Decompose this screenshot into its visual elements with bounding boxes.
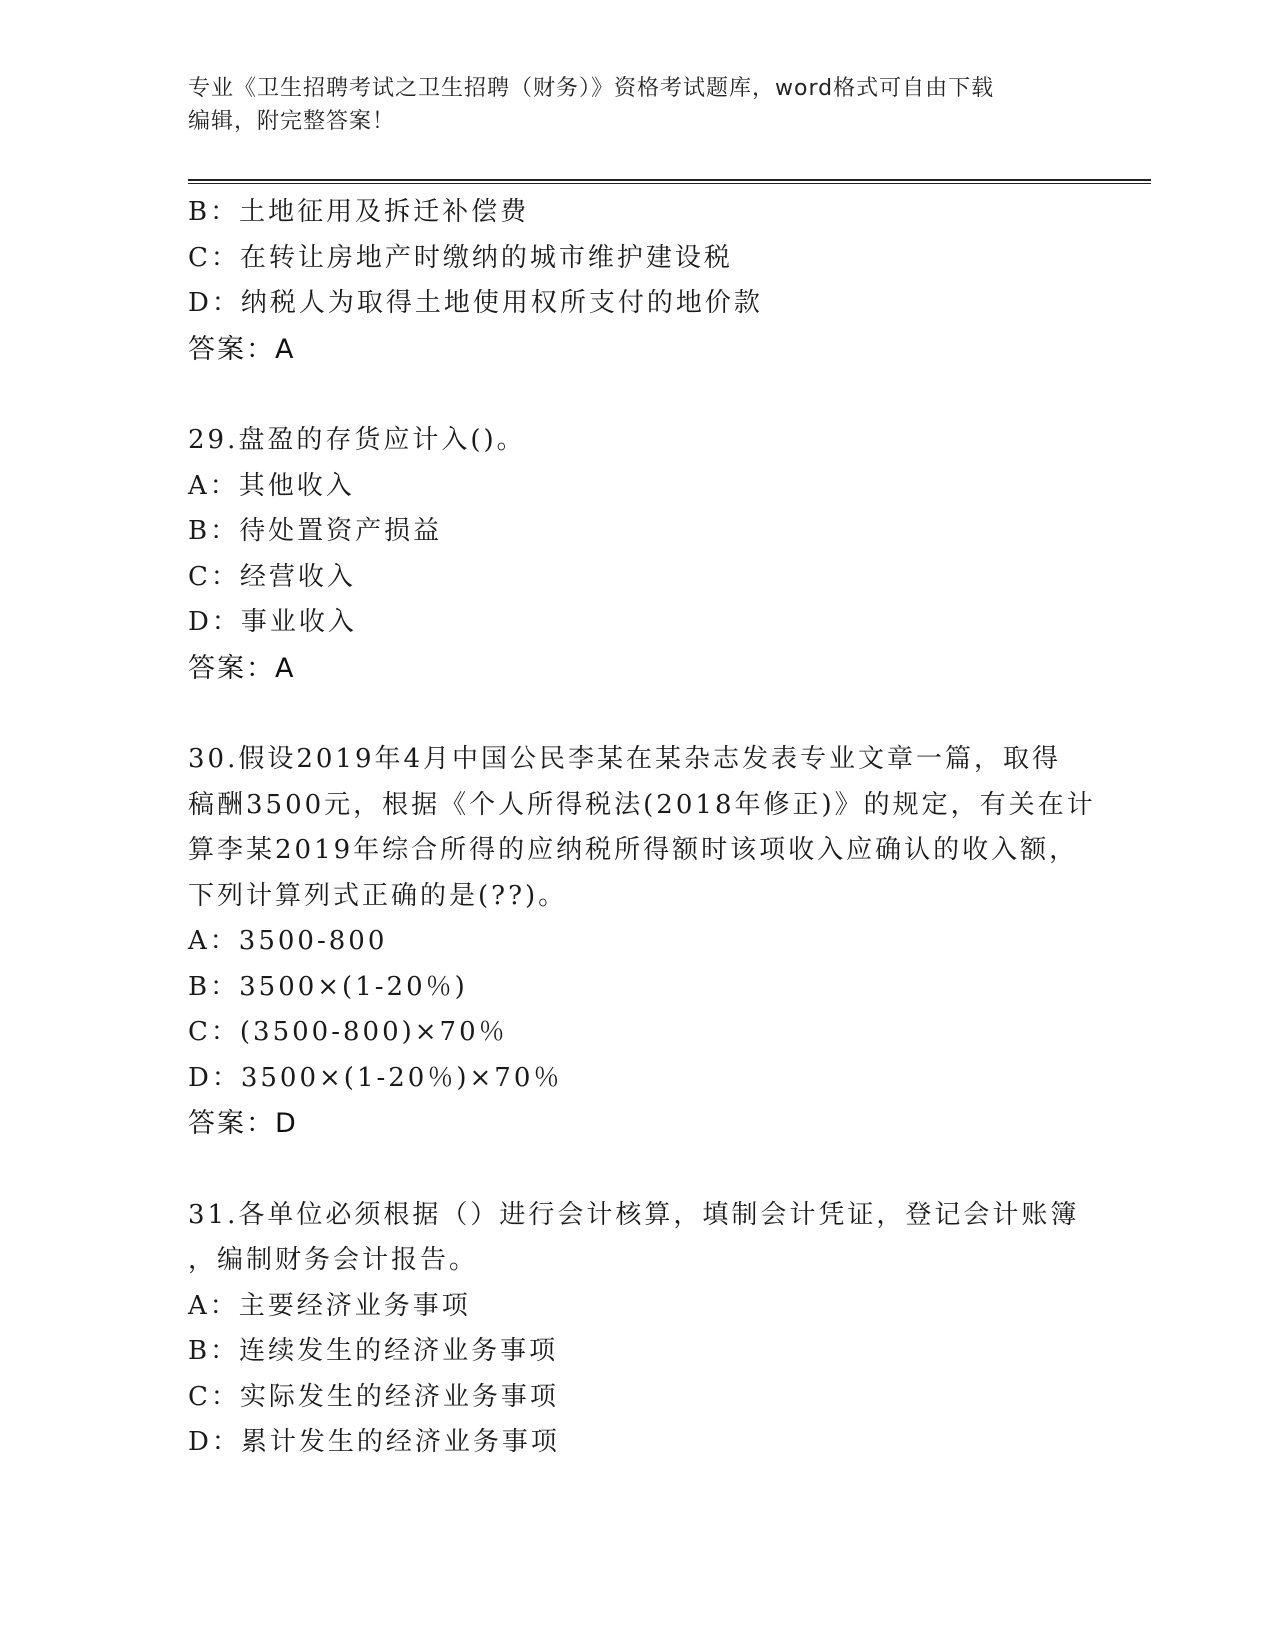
option-d: D：纳税人为取得土地使用权所支付的地价款 [188, 288, 763, 318]
option-c: C：在转让房地产时缴纳的城市维护建设税 [188, 242, 733, 273]
question-stem: 30.假设2019年4月中国公民李某在某杂志发表专业文章一篇，取得 [188, 744, 1062, 774]
option-d: D：累计发生的经济业务事项 [188, 1427, 560, 1457]
answer: 答案：D [188, 1108, 298, 1139]
option-a: A：3500-800 [188, 926, 388, 956]
question-31 [188, 1193, 1088, 1466]
question-stem: 稿酬3500元，根据《个人所得税法(2018年修正)》的规定，有关在计 [188, 789, 1096, 820]
question-30 [188, 737, 1096, 1147]
question-stem: 29.盘盈的存货应计入()。 [188, 425, 526, 455]
question-list [188, 190, 1096, 1466]
question-28-tail [188, 190, 1088, 372]
option-b: B：3500×(1-20％) [188, 971, 468, 1002]
option-c: C：(3500-800)×70％ [188, 1017, 508, 1047]
answer: 答案：A [188, 333, 296, 365]
document-header [188, 72, 1088, 138]
option-b: B：土地征用及拆迁补偿费 [188, 197, 530, 227]
option-b: B：连续发生的经济业务事项 [188, 1336, 559, 1366]
question-stem: 31.各单位必须根据（）进行会计核算，填制会计凭证，登记会计账簿 [188, 1199, 1080, 1230]
option-a: A：其他收入 [188, 470, 355, 501]
option-d: D：3500×(1-20％)×70％ [188, 1062, 563, 1093]
question-stem: 下列计算列式正确的是(??)。 [188, 880, 568, 911]
option-a: A：主要经济业务事项 [188, 1290, 471, 1321]
header-divider-thick [188, 179, 1151, 181]
header-line-1: 专业《卫生招聘考试之卫生招聘（财务）》资格考试题库，word格式可自由下载 [188, 76, 995, 101]
question-stem: ，编制财务会计报告。 [188, 1245, 479, 1275]
option-c: C：经营收入 [188, 561, 356, 592]
option-d: D：事业收入 [188, 607, 357, 637]
answer: 答案：A [188, 652, 296, 684]
question-stem: 算李某2019年综合所得的应纳税所得额时该项收入应确认的收入额， [188, 835, 1079, 865]
question-29 [188, 418, 1088, 691]
option-b: B：待处置资产损益 [188, 516, 443, 546]
header-line-2: 编辑，附完整答案！ [188, 109, 396, 134]
option-c: C：实际发生的经济业务事项 [188, 1381, 559, 1412]
header-divider-thin [188, 183, 1151, 184]
